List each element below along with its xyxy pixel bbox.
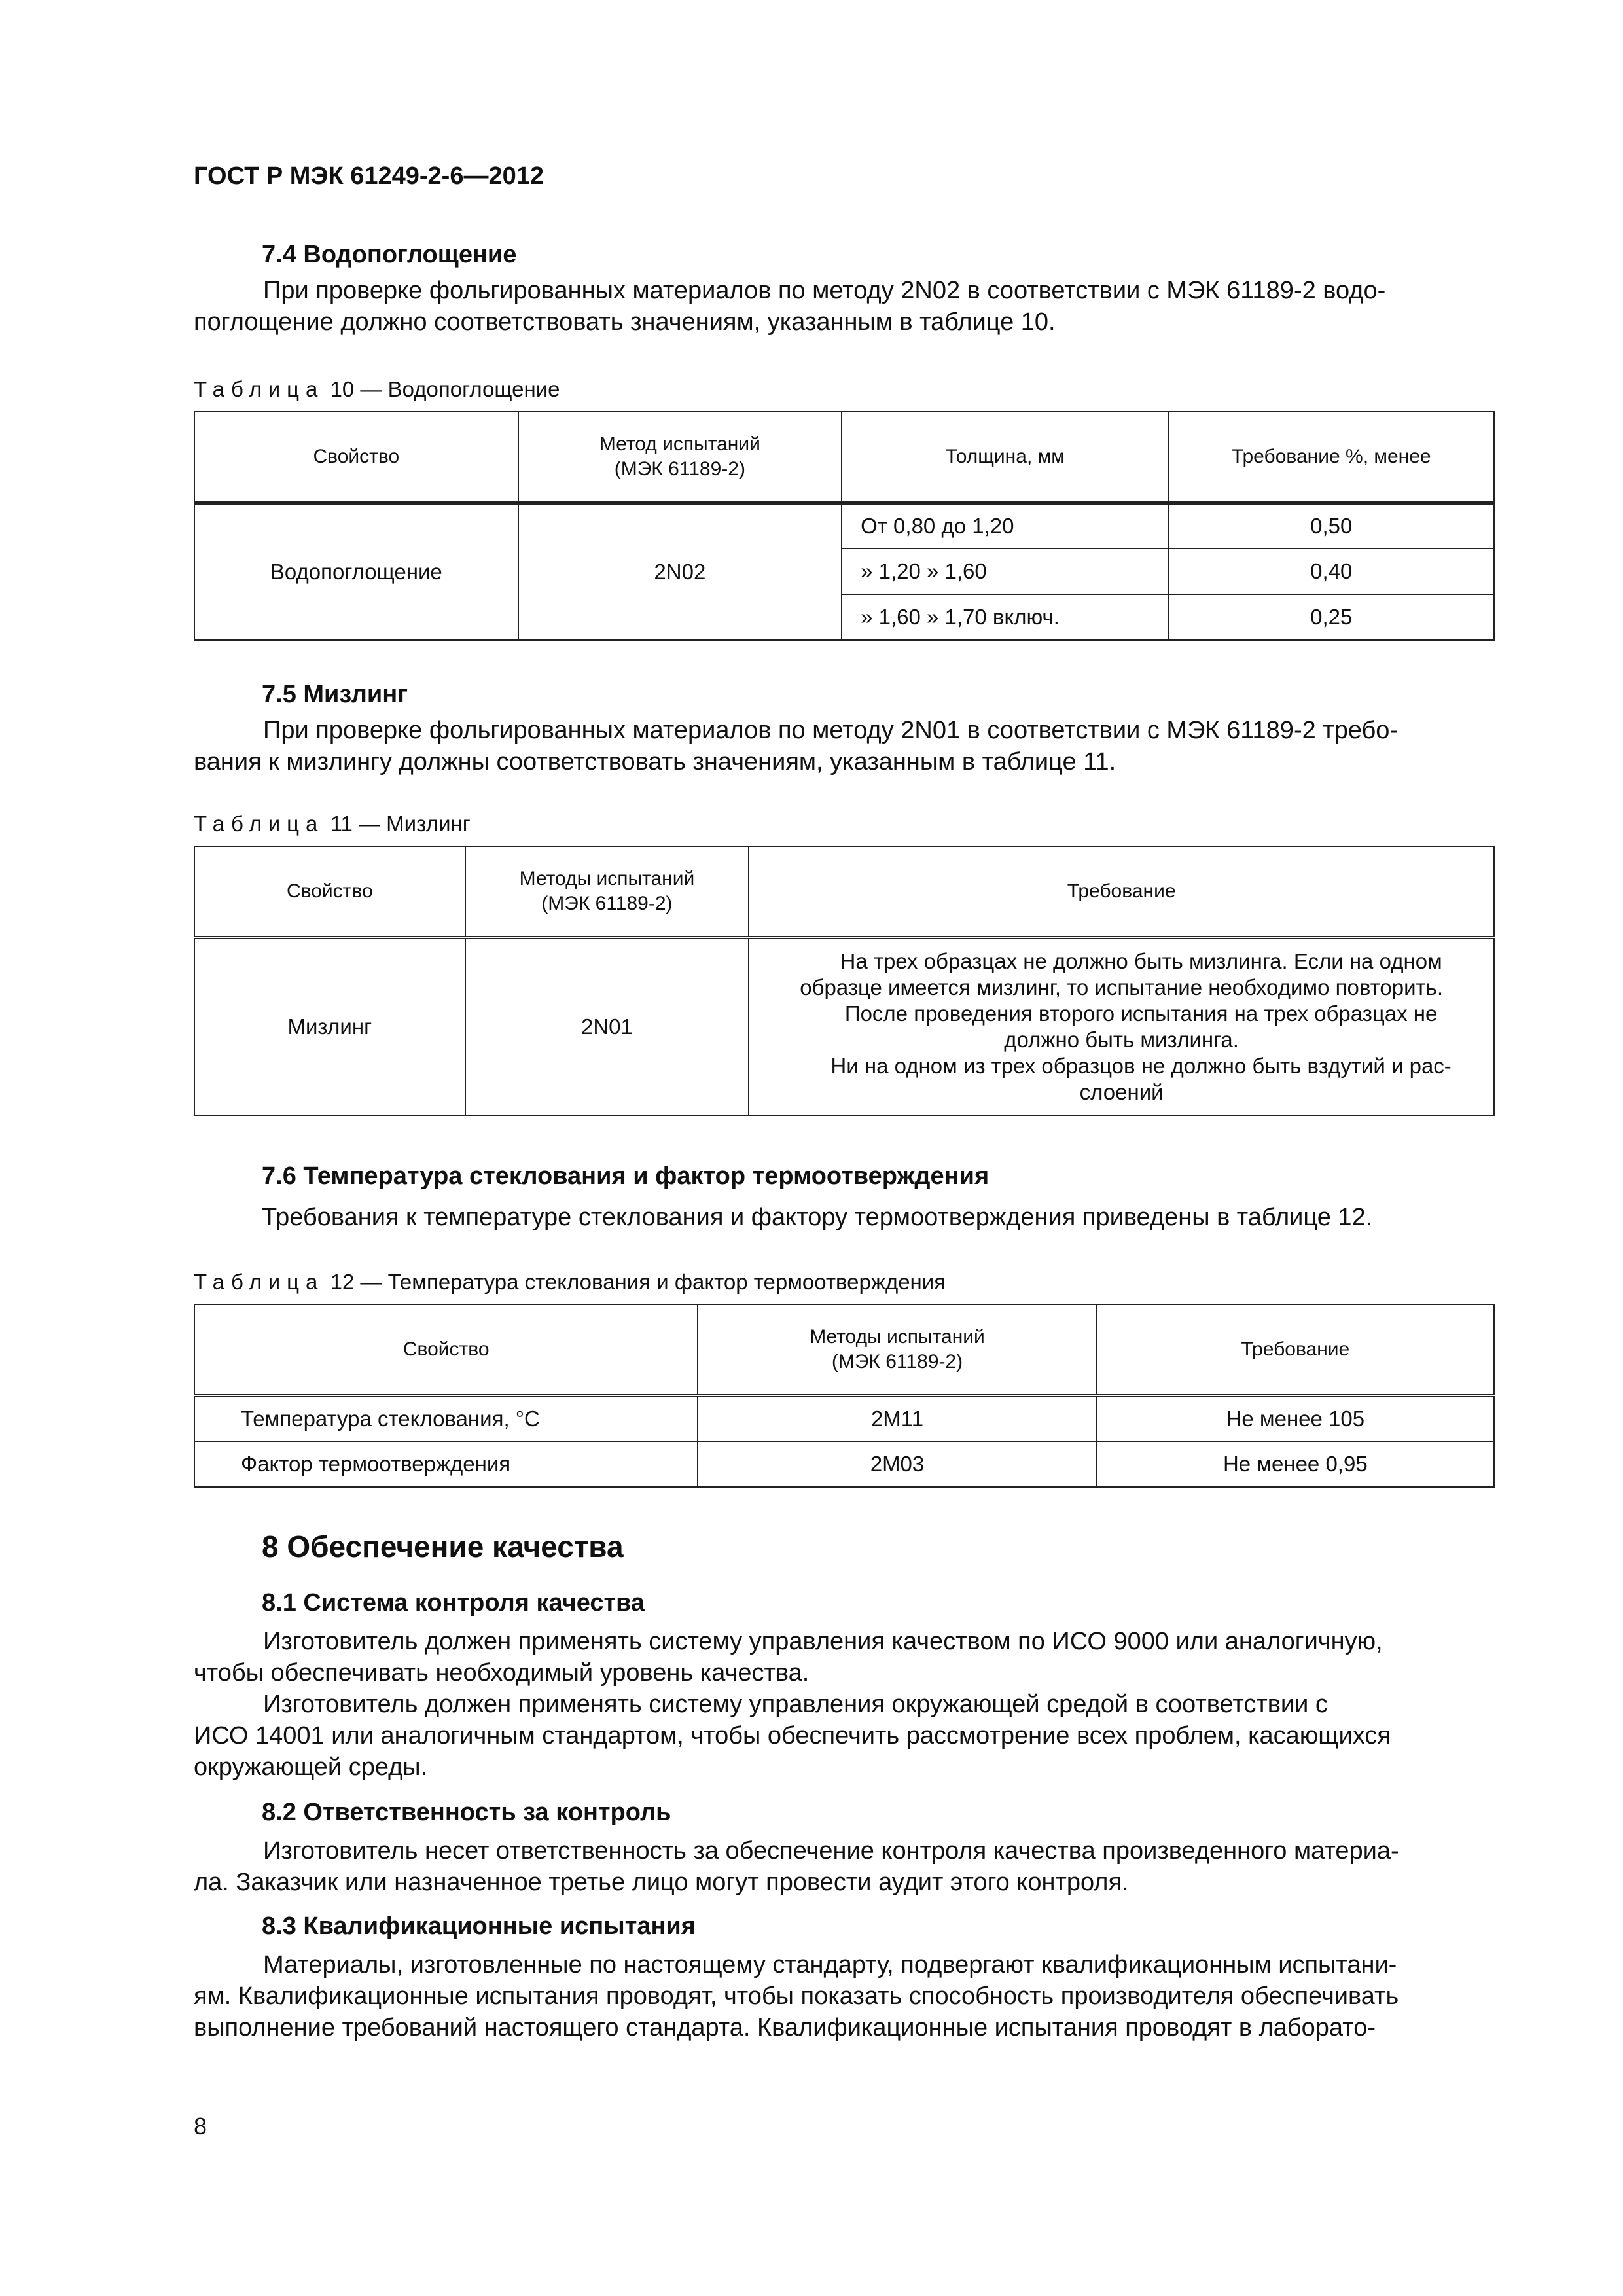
table-cell-property: Температура стеклования, °C: [194, 1395, 698, 1441]
table-caption-text: 12 — Температура стеклования и фактор термоотверждения: [330, 1270, 946, 1294]
section-7-6-paragraph: Требования к температуре стеклования и фактору термоотверждения приведены в таблице 12.: [262, 1204, 1373, 1231]
table-cell-method: 2N01: [465, 937, 749, 1115]
requirement-line: слоений: [1079, 1079, 1164, 1104]
table-11: [194, 846, 1495, 1116]
table-cell-thickness: От 0,80 до 1,20: [842, 503, 1168, 548]
section-7-6-title: 7.6 Температура стеклования и фактор термоотверждения: [262, 1162, 990, 1190]
table-row: [194, 503, 1494, 548]
table-10: [194, 411, 1495, 641]
page-number: 8: [194, 2113, 207, 2140]
table-12-caption: [194, 1270, 946, 1295]
table-cell-requirement: Не менее 105: [1097, 1395, 1494, 1441]
table-cell-thickness: » 1,20 » 1,60: [842, 548, 1168, 594]
table-header-cell: Требование: [1097, 1304, 1494, 1395]
paragraph-line: ИСО 14001 или аналогичным стандартом, чтобы обеспечить рассмотрение всех проблем, касающихся: [194, 1722, 1391, 1749]
paragraph-line: При проверке фольгированных материалов по методу 2N02 в соответствии с МЭК 61189-2 водо-: [263, 277, 1386, 304]
paragraph-line: поглощение должно соответствовать значениям, указанным в таблице 10.: [194, 308, 1056, 336]
table-cell-property: Водопоглощение: [194, 503, 518, 640]
table-10-caption: [194, 377, 560, 402]
section-7-5-title: 7.5 Мизлинг: [262, 681, 408, 708]
table-label: Таблица: [194, 1270, 325, 1294]
table-caption-text: 10 — Водопоглощение: [330, 377, 560, 401]
section-7-4-paragraph: [194, 275, 1492, 338]
table-label: Таблица: [194, 377, 325, 401]
table-cell-requirement: 0,25: [1169, 594, 1495, 640]
header-line: (МЭК 61189-2): [831, 1350, 963, 1372]
paragraph-line: окружающей среды.: [194, 1753, 428, 1781]
table-header-cell: Свойство: [194, 846, 465, 937]
table-label: Таблица: [194, 812, 325, 836]
table-row: [194, 937, 1494, 1115]
section-8-3-paragraph: [194, 1949, 1492, 2043]
table-cell-requirement: Не менее 0,95: [1097, 1441, 1494, 1487]
section-7-5-paragraph: [194, 715, 1492, 778]
header-line: (МЭК 61189-2): [541, 892, 673, 914]
header-line: Метод испытаний: [599, 433, 760, 455]
table-cell-thickness: » 1,60 » 1,70 включ.: [842, 594, 1168, 640]
paragraph-line: Изготовитель должен применять систему управления окружающей средой в соответствии с: [263, 1691, 1328, 1718]
paragraph-line: чтобы обеспечивать необходимый уровень качества.: [194, 1659, 810, 1687]
table-header-cell: Свойство: [194, 412, 518, 503]
section-8-1-paragraph: [194, 1626, 1492, 1783]
table-row: [194, 1441, 1494, 1487]
table-header-cell: [465, 846, 749, 937]
section-8-3-title: 8.3 Квалификационные испытания: [262, 1912, 696, 1940]
table-11-caption: [194, 812, 471, 836]
document-code: ГОСТ Р МЭК 61249-2-6—2012: [194, 162, 544, 190]
header-line: Методы испытаний: [519, 867, 695, 889]
table-header-cell: Свойство: [194, 1304, 698, 1395]
paragraph-line: вания к мизлингу должны соответствовать значениям, указанным в таблице 11.: [194, 748, 1116, 776]
table-cell-requirement: 0,40: [1169, 548, 1495, 594]
table-12: [194, 1304, 1495, 1488]
section-8-2-paragraph: [194, 1835, 1492, 1898]
table-header-cell: [518, 412, 842, 503]
table-header-cell: [698, 1304, 1096, 1395]
requirement-line: После проведения второго испытания на трех образцах не: [844, 1001, 1438, 1026]
requirement-line: образце имеется мизлинг, то испытание необходимо повторить.: [800, 975, 1443, 999]
section-8-1-title: 8.1 Система контроля качества: [262, 1589, 645, 1617]
table-header-cell: Толщина, мм: [842, 412, 1168, 503]
paragraph-line: ям. Квалификационные испытания проводят, чтобы показать способность производителя обеспечивать: [194, 1982, 1399, 2010]
table-cell-property: Фактор термоотверждения: [194, 1441, 698, 1487]
requirement-line: Ни на одном из трех образцов не должно быть вздутий и рас-: [830, 1053, 1452, 1078]
paragraph-line: ла. Заказчик или назначенное третье лицо могут провести аудит этого контроля.: [194, 1869, 1129, 1896]
table-row: [194, 1395, 1494, 1441]
requirement-line: На трех образцах не должно быть мизлинга. Если на одном: [840, 948, 1442, 973]
paragraph-line: Изготовитель несет ответственность за обеспечение контроля качества произведенного материа-: [263, 1837, 1399, 1865]
table-cell-method: 2М11: [698, 1395, 1096, 1441]
table-cell-requirement: 0,50: [1169, 503, 1495, 548]
paragraph-line: Изготовитель должен применять систему управления качеством по ИСО 9000 или аналогичную,: [263, 1628, 1383, 1655]
table-header-cell: Требование: [749, 846, 1494, 937]
table-header-cell: Требование %, менее: [1169, 412, 1495, 503]
requirement-line: должно быть мизлинга.: [1004, 1027, 1239, 1052]
paragraph-line: выполнение требований настоящего стандарта. Квалификационные испытания проводят в лаборато-: [194, 2014, 1376, 2041]
table-cell-property: Мизлинг: [194, 937, 465, 1115]
section-8-2-title: 8.2 Ответственность за контроль: [262, 1799, 671, 1826]
section-8-title: 8 Обеспечение качества: [262, 1530, 624, 1564]
header-line: (МЭК 61189-2): [614, 457, 745, 480]
table-cell-method: 2М03: [698, 1441, 1096, 1487]
paragraph-line: При проверке фольгированных материалов по методу 2N01 в соответствии с МЭК 61189-2 требо-: [263, 717, 1399, 744]
table-cell-method: 2N02: [518, 503, 842, 640]
table-cell-requirement: [749, 937, 1494, 1115]
header-line: Методы испытаний: [810, 1325, 985, 1348]
section-7-4-title: 7.4 Водопоглощение: [262, 241, 517, 268]
paragraph-line: Материалы, изготовленные по настоящему стандарту, подвергают квалификационным испытани-: [263, 1951, 1397, 1979]
table-caption-text: 11 — Мизлинг: [330, 812, 471, 836]
